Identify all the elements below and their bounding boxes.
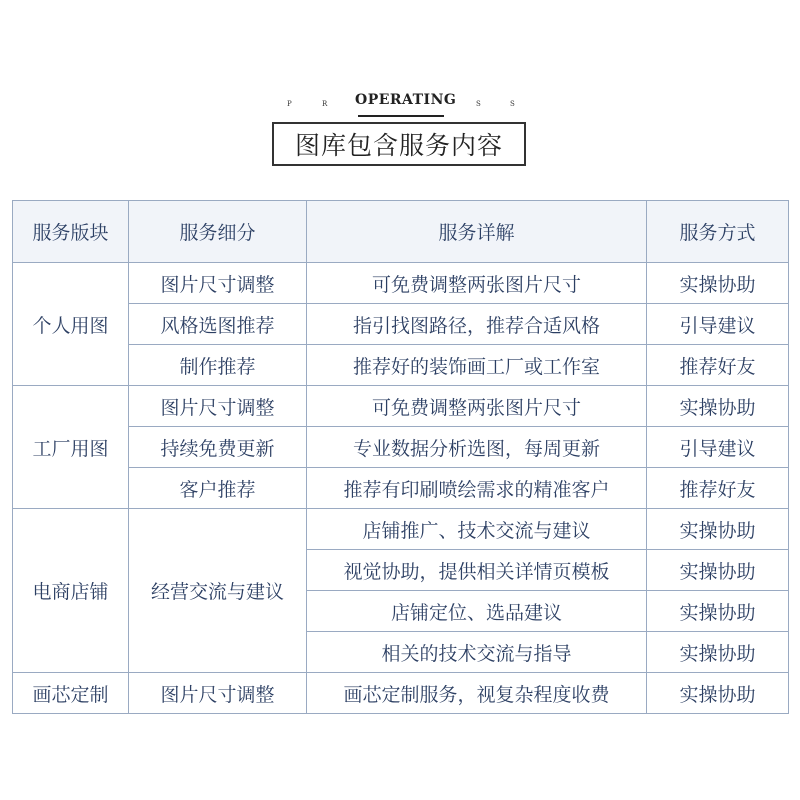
header-cell: 服务详解	[307, 201, 647, 263]
sub-cell: 风格选图推荐	[129, 304, 307, 345]
block-cell: 电商店铺	[13, 509, 129, 673]
detail-cell: 推荐有印刷喷绘需求的精准客户	[307, 468, 647, 509]
detail-cell: 专业数据分析选图，每周更新	[307, 427, 647, 468]
mode-cell: 实操协助	[647, 509, 789, 550]
table-row	[13, 509, 789, 550]
sub-cell: 经营交流与建议	[129, 509, 307, 673]
detail-cell: 推荐好的装饰画工厂或工作室	[307, 345, 647, 386]
mode-cell: 实操协助	[647, 591, 789, 632]
mode-cell: 实操协助	[647, 263, 789, 304]
header	[0, 88, 800, 178]
table-row	[13, 345, 789, 386]
sub-cell: 图片尺寸调整	[129, 263, 307, 304]
heading-letter: R	[322, 100, 328, 108]
mode-cell: 推荐好友	[647, 345, 789, 386]
detail-cell: 店铺推广、技术交流与建议	[307, 509, 647, 550]
table-row	[13, 468, 789, 509]
sub-cell: 图片尺寸调整	[129, 386, 307, 427]
block-cell: 工厂用图	[13, 386, 129, 509]
operating-heading	[0, 92, 800, 112]
mode-cell: 实操协助	[647, 550, 789, 591]
heading-letter: S	[476, 100, 481, 108]
service-table	[12, 200, 789, 714]
sub-cell: 图片尺寸调整	[129, 673, 307, 714]
mode-cell: 引导建议	[647, 304, 789, 345]
mode-cell: 引导建议	[647, 427, 789, 468]
detail-cell: 指引找图路径，推荐合适风格	[307, 304, 647, 345]
table-row	[13, 263, 789, 304]
heading-letter: P	[287, 100, 292, 108]
header-cell: 服务细分	[129, 201, 307, 263]
heading-underline	[358, 115, 444, 117]
detail-cell: 画芯定制服务，视复杂程度收费	[307, 673, 647, 714]
page-title: 图库包含服务内容	[272, 122, 526, 166]
mode-cell: 实操协助	[647, 673, 789, 714]
table-row	[13, 304, 789, 345]
detail-cell: 可免费调整两张图片尺寸	[307, 386, 647, 427]
block-cell: 画芯定制	[13, 673, 129, 714]
mode-cell: 实操协助	[647, 386, 789, 427]
table-row	[13, 386, 789, 427]
mode-cell: 推荐好友	[647, 468, 789, 509]
header-cell: 服务版块	[13, 201, 129, 263]
table-row	[13, 673, 789, 714]
table-header-row	[13, 201, 789, 263]
detail-cell: 店铺定位、选品建议	[307, 591, 647, 632]
detail-cell: 可免费调整两张图片尺寸	[307, 263, 647, 304]
sub-cell: 制作推荐	[129, 345, 307, 386]
header-cell: 服务方式	[647, 201, 789, 263]
heading-word: OPERATING	[355, 92, 457, 108]
block-cell: 个人用图	[13, 263, 129, 386]
mode-cell: 实操协助	[647, 632, 789, 673]
detail-cell: 视觉协助，提供相关详情页模板	[307, 550, 647, 591]
sub-cell: 持续免费更新	[129, 427, 307, 468]
heading-letter: S	[510, 100, 515, 108]
sub-cell: 客户推荐	[129, 468, 307, 509]
detail-cell: 相关的技术交流与指导	[307, 632, 647, 673]
table-row	[13, 427, 789, 468]
